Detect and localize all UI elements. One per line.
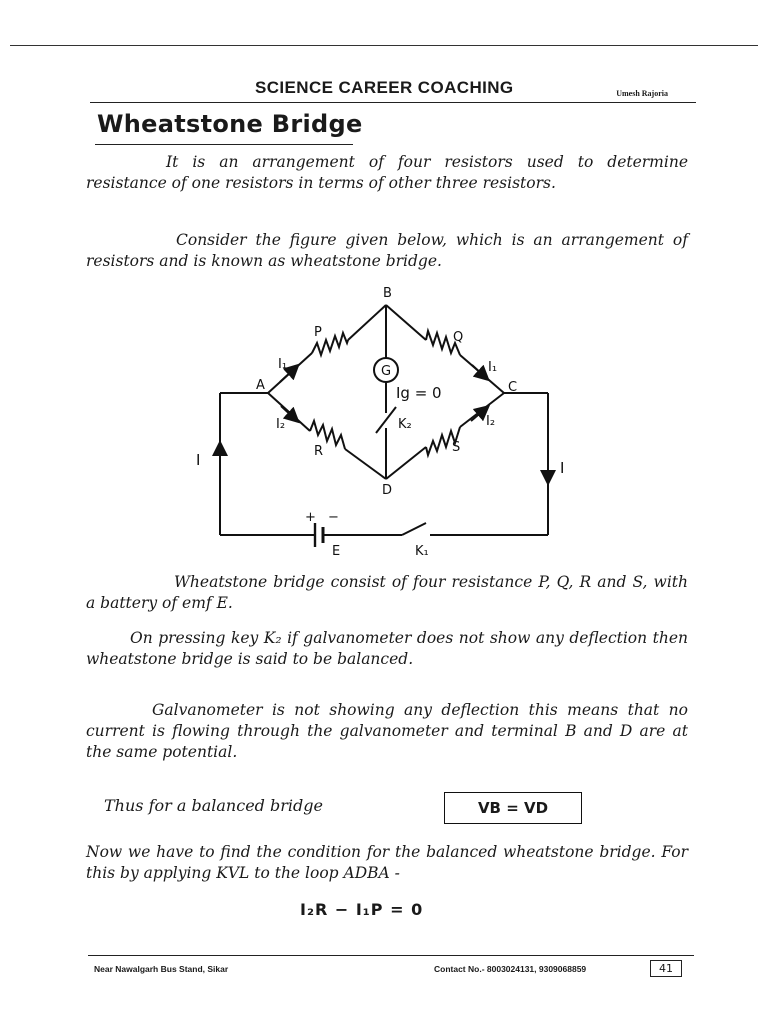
paragraph-galvanometer: Galvanometer is not showing any deflection this means that no current is flowing through the galvanometer and terminal B and D are at the same potential. <box>86 701 688 761</box>
page-number: 41 <box>650 960 682 977</box>
paragraph-intro: It is an arrangement of four resistors used to determine resistance of one resistors in terms of other three resistors. <box>86 153 688 192</box>
resistor-r-label: R <box>314 444 324 459</box>
resistor-p-label: P <box>314 325 322 340</box>
loop-equation: I₂R − I₁P = 0 <box>300 900 424 919</box>
top-rule <box>10 45 758 46</box>
page-title: Wheatstone Bridge <box>97 110 363 138</box>
battery-plus-label: + <box>305 510 316 525</box>
paragraph-kvl: Now we have to find the condition for the balanced wheatstone bridge. For this by applying KVL to the loop ADBA - <box>86 843 688 882</box>
battery-minus-label: − <box>328 510 339 525</box>
footer-address: Near Nawalgarh Bus Stand, Sikar <box>94 964 229 974</box>
current-i-right-label: I <box>560 459 565 477</box>
title-underline <box>95 144 353 145</box>
header-author: Umesh Rajoria <box>616 89 668 98</box>
footer-contact: Contact No.- 8003024131, 9309068859 <box>434 964 587 974</box>
current-i-left-label: I <box>196 451 201 469</box>
current-i1-left-label: I₁ <box>278 357 288 372</box>
node-a-label: A <box>256 378 265 393</box>
battery-emf-label: E <box>332 544 341 559</box>
key-k1-label: K₁ <box>415 544 429 559</box>
resistor-s-label: S <box>452 440 461 455</box>
wheatstone-bridge-diagram <box>190 283 610 563</box>
paragraph-consider: Consider the figure given below, which is an arrangement of resistors and is known as wheatstone bridge. <box>86 231 688 270</box>
current-i1-right-label: I₁ <box>488 360 498 375</box>
paragraph-balanced: On pressing key K₂ if galvanometer does not show any deflection then wheatstone bridge is said to be balanced. <box>86 629 688 668</box>
paragraph-bridge-consist: Wheatstone bridge consist of four resistance P, Q, R and S, with a battery of emf E. <box>86 573 688 612</box>
header-title: SCIENCE CAREER COACHING <box>255 78 514 97</box>
page-header <box>90 78 696 103</box>
node-b-label: B <box>383 286 392 301</box>
node-d-label: D <box>382 483 393 498</box>
current-i2-left-label: I₂ <box>276 417 286 432</box>
resistor-q-label: Q <box>453 330 464 345</box>
galvanometer-current-label: Ig = 0 <box>396 384 442 402</box>
galvanometer-label: G <box>381 364 392 379</box>
balanced-condition-label: Thus for a balanced bridge <box>104 796 323 815</box>
node-c-label: C <box>508 380 518 395</box>
balanced-equation-box: VB = VD <box>444 792 582 824</box>
page-footer <box>88 955 694 986</box>
key-k2-label: K₂ <box>398 417 412 432</box>
current-i2-right-label: I₂ <box>486 414 496 429</box>
